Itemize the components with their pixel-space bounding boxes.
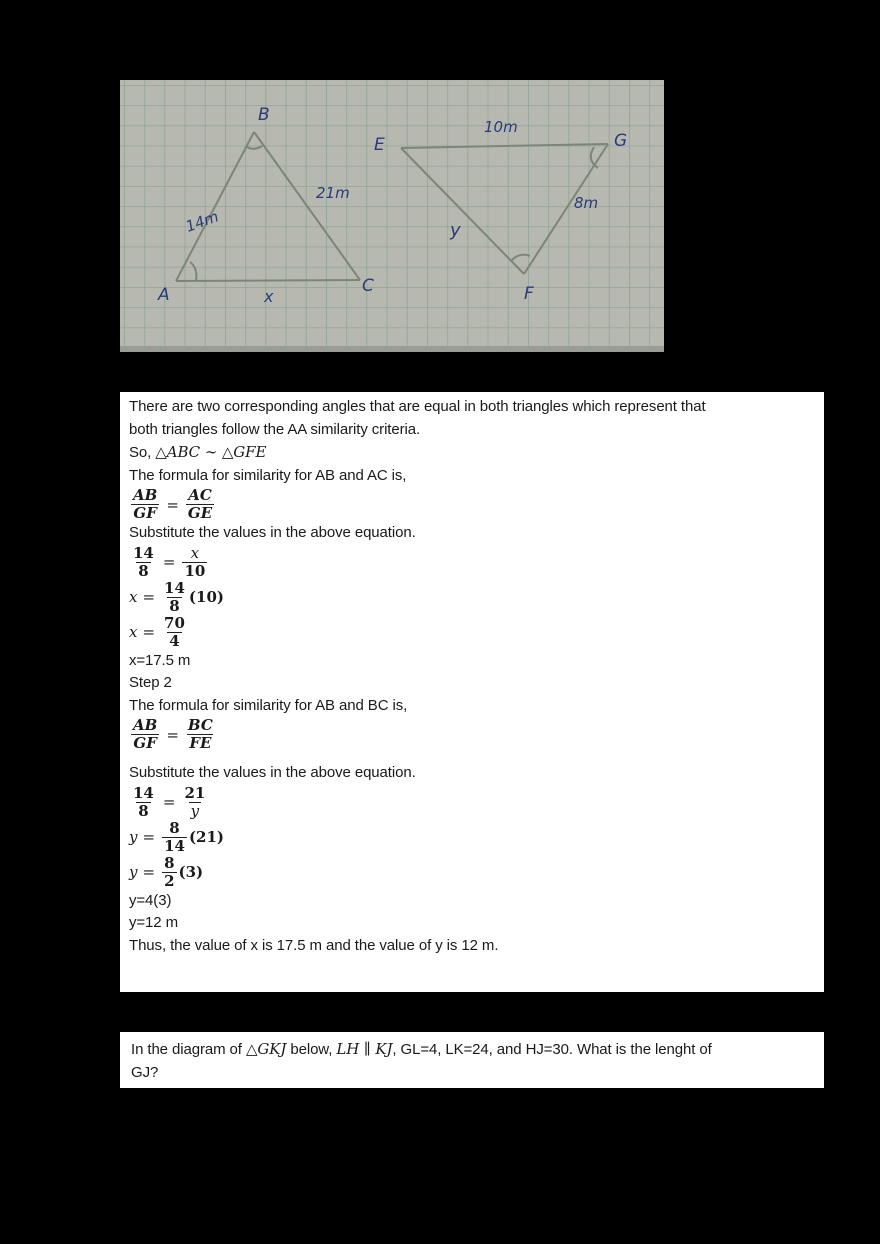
svg-text:8m: 8m — [574, 194, 599, 212]
svg-text:G: G — [614, 131, 628, 151]
step-2-heading: Step 2 — [129, 674, 172, 691]
equation-4: $\frac{14}{8}$ = $\frac{21}{y}$ — [133, 783, 206, 820]
y-result: y=12 m — [129, 914, 179, 931]
svg-text:B: B — [258, 105, 270, 125]
svg-text:F: F — [524, 284, 534, 304]
question-line-2: GJ? — [131, 1063, 159, 1081]
similarity-statement: So, △ABC ∼ △GFE — [129, 443, 267, 461]
answer-panel — [120, 392, 824, 992]
formula2-text: The formula for similarity for AB and BC is, — [129, 696, 408, 714]
question-line-1: In the diagram of △GKJ below, LH ∥ KJ, GL=4, LK=24, and HJ=30. What is the lenght of — [131, 1040, 712, 1058]
formula1-text: The formula for similarity for AB and AC is, — [129, 466, 407, 484]
triangle-diagram-photo — [120, 80, 664, 352]
svg-text:14m: 14m — [183, 207, 222, 236]
equation-1: $\frac{14}{8}$ = $\frac{x}{10}$ — [133, 543, 206, 580]
svg-text:y: y — [450, 220, 461, 241]
svg-text:A: A — [158, 285, 170, 305]
equation-2: x = $\frac{14}{8}$ (10) — [129, 578, 224, 615]
svg-text:10m: 10m — [484, 118, 518, 136]
conclusion: Thus, the value of x is 17.5 m and the value of y is 12 m. — [129, 936, 499, 954]
y-step: y=4(3) — [129, 891, 172, 909]
substitute-text-1: Substitute the values in the above equation. — [129, 524, 416, 541]
equation-6: y = $\frac{8}{2}$ (3) — [129, 853, 204, 890]
intro-line-2: both triangles follow the AA similarity criteria. — [129, 420, 421, 438]
equation-5: y = $\frac{8}{14}$ (21) — [129, 818, 225, 855]
substitute-text-2: Substitute the values in the above equation. — [129, 764, 416, 781]
svg-text:x: x — [264, 287, 274, 306]
intro-line-1: There are two corresponding angles that are equal in both triangles which represent that — [129, 398, 706, 415]
formula1: $\frac{AB}{GF}$ = $\frac{AC}{GE}$ — [133, 486, 213, 522]
triangle-diagram — [120, 80, 664, 352]
x-result: x=17.5 m — [129, 651, 191, 669]
svg-text:C: C — [362, 276, 374, 296]
formula2: $\frac{AB}{GF}$ = $\frac{BC}{FE}$ — [133, 716, 213, 752]
svg-text:21m: 21m — [316, 184, 350, 202]
question-panel — [120, 1032, 824, 1088]
svg-text:E: E — [374, 135, 385, 155]
equation-3: x = $\frac{70}{4}$ — [129, 613, 185, 650]
